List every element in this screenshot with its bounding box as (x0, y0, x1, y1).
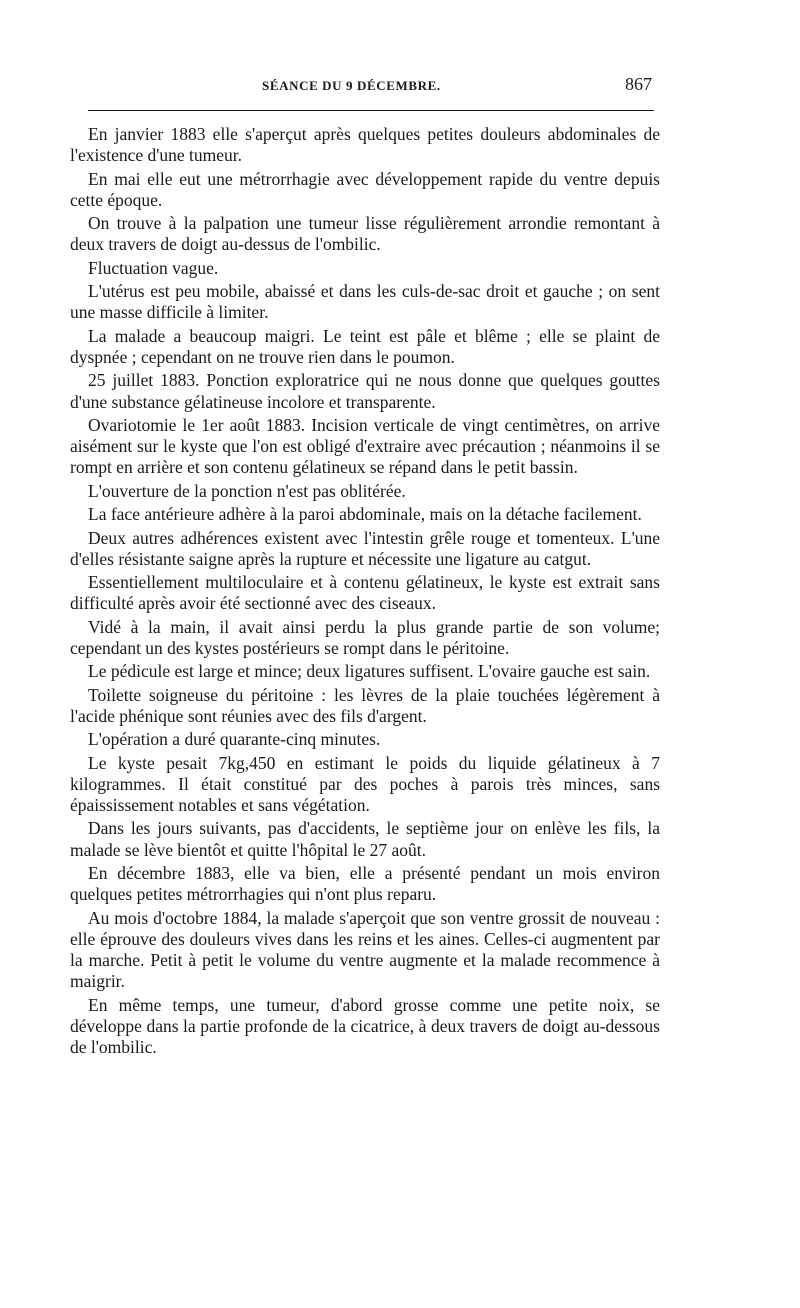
paragraph: L'opération a duré quarante-cinq minutes. (88, 729, 381, 750)
running-head (262, 74, 654, 102)
paragraph: On trouve à la palpation une tumeur lisse régulièrement arrondie remontant à deux travers de doigt au-dessus de l'ombilic. (70, 213, 660, 255)
paragraph: L'ouverture de la ponction n'est pas oblitérée. (88, 480, 406, 501)
paragraph: En janvier 1883 elle s'aperçut après quelques petites douleurs abdominales de l'existence d'une tumeur. (70, 124, 660, 166)
paragraph: Ovariotomie le 1er août 1883. Incision verticale de vingt centimètres, on arrive aisément sur le kyste que l'on est obligé d'extraire avec précaution ; néanmoins il se rompt en arrière et son contenu gélatineux se répand dans le petit bassin. (70, 414, 660, 478)
paragraph: Deux autres adhérences existent avec l'intestin grêle rouge et tomenteux. L'une d'elles résistante saigne après la rupture et nécessite une ligature au catgut. (70, 527, 660, 569)
paragraph: La malade a beaucoup maigri. Le teint est pâle et blême ; elle se plaint de dyspnée ; cependant on ne trouve rien dans le poumon. (70, 325, 660, 367)
paragraph: Au mois d'octobre 1884, la malade s'aperçoit que son ventre grossit de nouveau : elle éprouve des douleurs vives dans les reins et les aines. Celles-ci augmentent par la marche. Petit à petit le volume du ventre augmente et la malade recommence à maigrir. (70, 907, 660, 992)
paragraph: Le pédicule est large et mince; deux ligatures suffisent. L'ovaire gauche est sain. (88, 661, 651, 682)
paragraph: L'utérus est peu mobile, abaissé et dans les culs-de-sac droit et gauche ; on sent une masse difficile à limiter. (70, 281, 660, 323)
paragraph: Vidé à la main, il avait ainsi perdu la plus grande partie de son volume; cependant un des kystes postérieurs se rompt dans le péritoine. (70, 616, 660, 658)
paragraph: Le kyste pesait 7kg,450 en estimant le poids du liquide gélatineux à 7 kilogrammes. Il était constitué par des poches à parois très minces, sans épaississement notables et sans végétation. (70, 752, 660, 816)
paragraph: Dans les jours suivants, pas d'accidents, le septième jour on enlève les fils, la malade se lève bientôt et quitte l'hôpital le 27 août. (70, 818, 660, 860)
paragraph: 25 juillet 1883. Ponction exploratrice qui ne nous donne que quelques gouttes d'une substance gélatineuse incolore et transparente. (70, 370, 660, 412)
body-text (70, 124, 660, 1060)
paragraph: Toilette soigneuse du péritoine : les lèvres de la plaie touchées légèrement à l'acide phénique sont réunies avec des fils d'argent. (70, 684, 660, 726)
paragraph: En même temps, une tumeur, d'abord grosse comme une petite noix, se développe dans la partie profonde de la cicatrice, à deux travers de doigt au-dessous de l'ombilic. (70, 994, 660, 1058)
header-rule (88, 110, 654, 111)
paragraph: En décembre 1883, elle va bien, elle a présenté pendant un mois environ quelques petites métrorrhagies qui n'ont plus reparu. (70, 863, 660, 905)
running-title: SÉANCE DU 9 DÉCEMBRE. (262, 78, 441, 93)
paragraph: Essentiellement multiloculaire et à contenu gélatineux, le kyste est extrait sans difficulté après avoir été sectionné avec des ciseaux. (70, 572, 660, 614)
paragraph: Fluctuation vague. (88, 257, 219, 278)
paragraph: La face antérieure adhère à la paroi abdominale, mais on la détache facilement. (88, 504, 642, 525)
page-number: 867 (625, 74, 652, 94)
paragraph: En mai elle eut une métrorrhagie avec développement rapide du ventre depuis cette époque. (70, 168, 660, 210)
